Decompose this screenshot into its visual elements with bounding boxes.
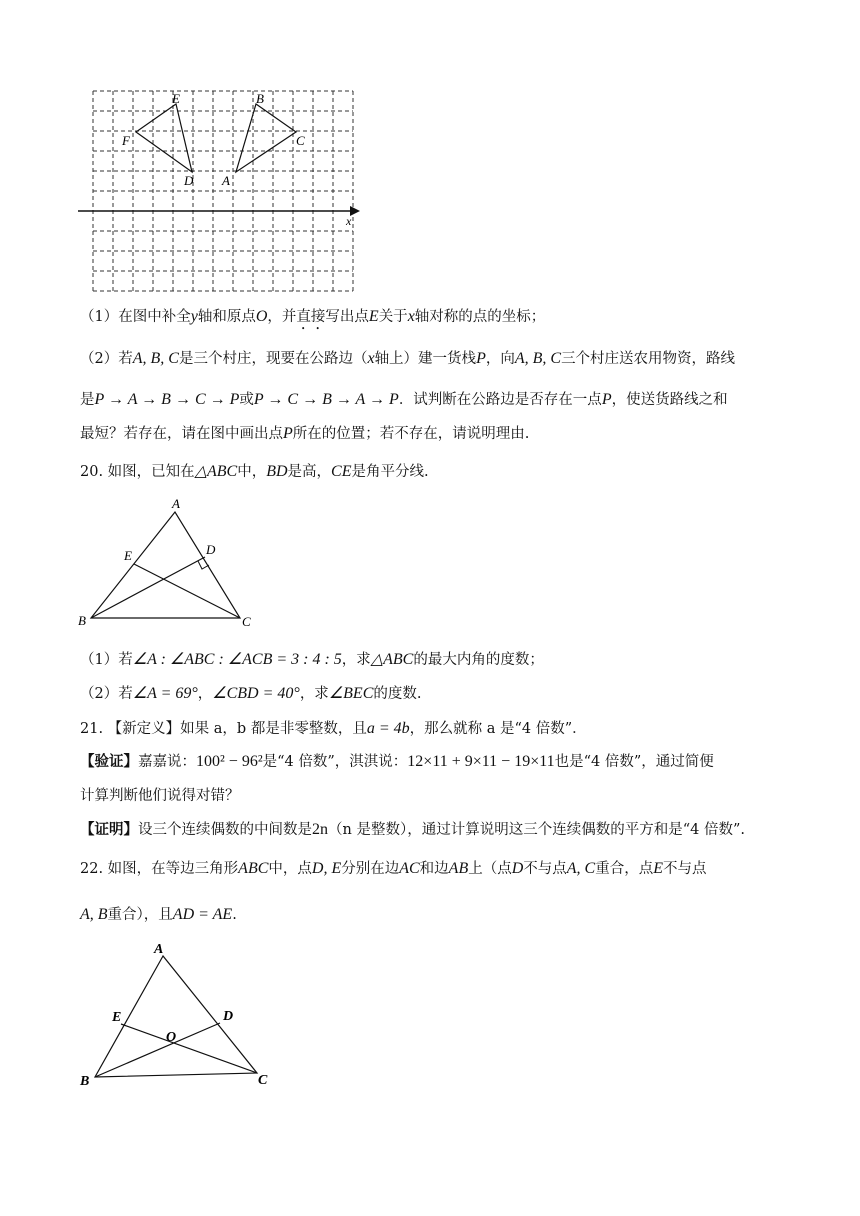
label-E: E [172,91,180,106]
t22-B: B [80,1074,90,1089]
t22-O: O [166,1030,177,1045]
t20-B: B [78,613,86,628]
triangle-figure-22 [74,938,284,1098]
q20-part1: （1）若∠A : ∠ABC : ∠ACB = 3 : 4 : 5，求△ABC的最大内角的度数； [80,651,544,668]
q19-part2: （2）若A, B, C是三个村庄，现要在公路边（x轴上）建一货栈P，向A, B, C三个村庄送农用物资，路线 [80,350,736,367]
t22-D: D [223,1009,234,1024]
triangle-figure-20 [74,494,264,634]
t22-C: C [258,1073,268,1088]
label-A: A [222,173,230,188]
grid-figure [78,86,368,298]
label-D: D [184,173,194,188]
t20-C: C [242,614,251,629]
q21-verify-2: 计算判断他们说得对错？ [80,788,240,804]
t20-D: D [206,542,216,557]
q19-part1: （1）在图中补全y轴和原点O，并直接写出点E关于x轴对称的点的坐标； [80,308,546,325]
t20-A: A [172,496,180,511]
q21-heading: 21. 【新定义】如果 a，b 都是非零整数，且a = 4b，那么就称 a 是“4 倍数”． [80,720,587,737]
q20-heading: 20. 如图，已知在△ABC中，BD是高，CE是角平分线. [80,463,429,480]
label-C: C [296,133,305,148]
triangle-abc [236,104,296,172]
t22-E: E [112,1010,122,1025]
q19-part4: 最短？若存在，请在图中画出点P所在的位置；若不存在，请说明理由. [80,425,530,442]
q21-proof: 【证明】设三个连续偶数的中间数是2n（n 是整数），通过计算说明这三个连续偶数的平方和是“4 倍数”. [80,821,745,838]
x-axis-arrow [350,206,360,216]
t20-E: E [124,548,132,563]
q21-verify: 【验证】嘉嘉说：100² − 96²是“4 倍数”，淇淇说：12×11 + 9×11 − 19×11也是“4 倍数”，通过简便 [80,753,714,770]
t22-A: A [154,942,164,957]
q19-part3: 是P → A → B → C → P或P → C → B → A → P．试判断在公路边是否存在一点P，使送货路线之和 [80,391,728,408]
q22-heading-2: A, B重合），且AD = AE. [80,906,237,923]
q22-heading: 22. 如图，在等边三角形ABC中，点D, E分别在边AC和边AB上（点D不与点A, C重合，点E不与点 [80,860,707,877]
label-B: B [256,91,264,106]
triangle-def [136,104,192,172]
label-F: F [122,133,130,148]
label-x: x [346,214,352,228]
q20-part2: （2）若∠A = 69°，∠CBD = 40°，求∠BEC的度数. [80,685,422,702]
